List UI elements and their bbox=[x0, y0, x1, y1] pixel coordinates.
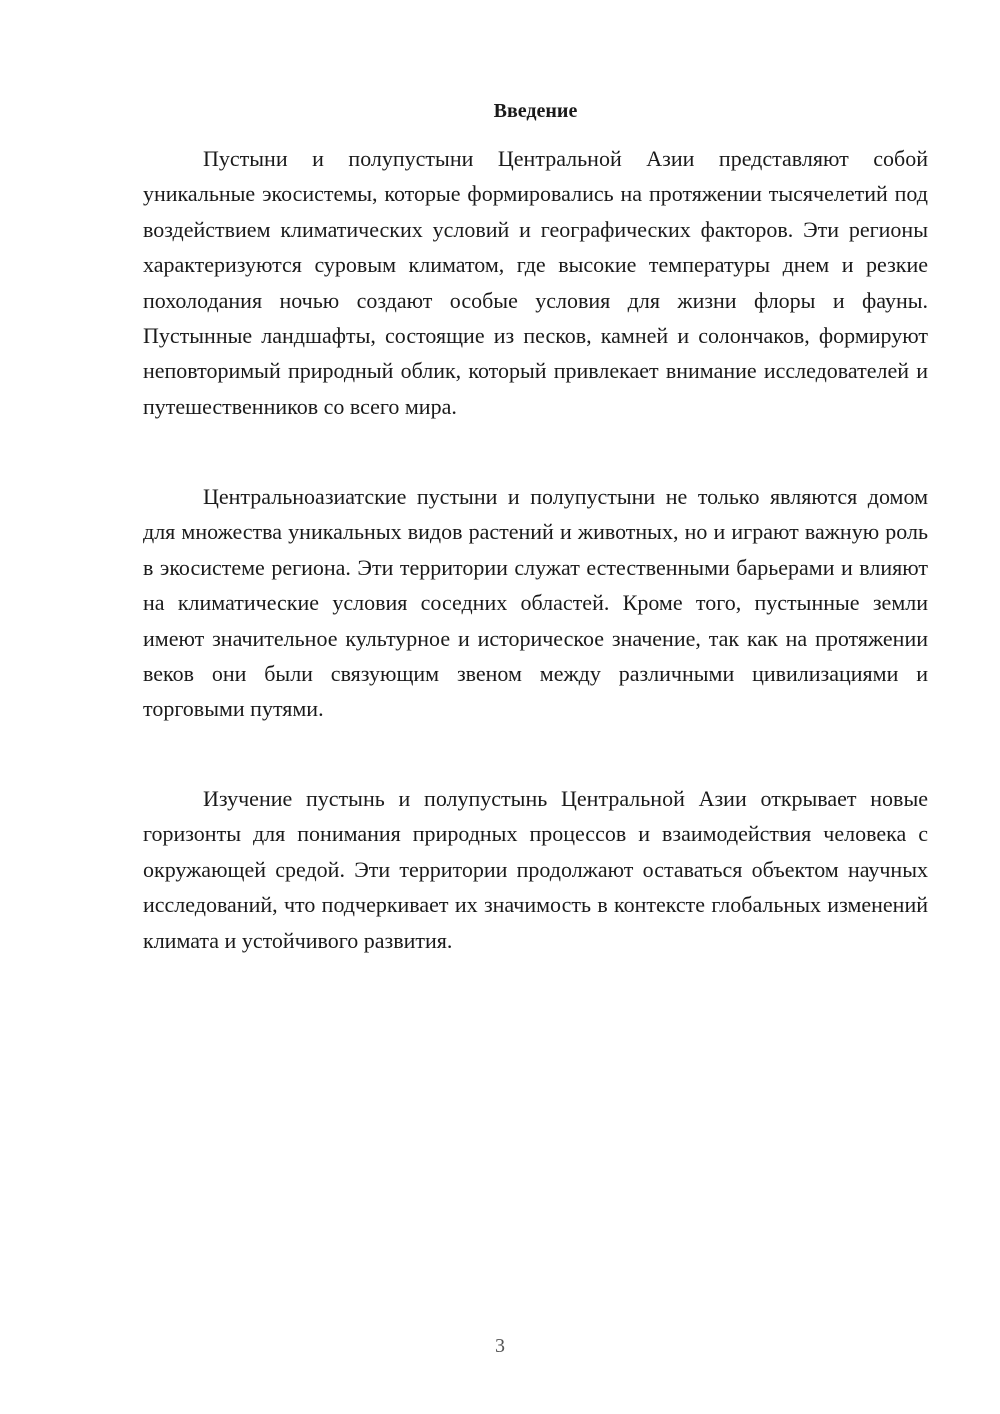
paragraph-1: Пустыни и полупустыни Центральной Азии представляют собой уникальные экосистемы, которые формировались на протяжении тысячелетий под воздействием климатических условий и географических факторов. Эти регионы характеризуются суровым климатом, где высокие температуры днем и резкие похолодания ночью создают особые условия для жизни флоры и фауны. Пустынные ландшафты, состоящие из песков, камней и солончаков, формируют неповторимый природный облик, который привлекает внимание исследователей и путешественников со всего мира. bbox=[143, 146, 928, 419]
paragraph-3: Изучение пустынь и полупустынь Центральной Азии открывает новые горизонты для понимания природных процессов и взаимодействия человека с окружающей средой. Эти территории продолжают оставаться объектом научных исследований, что подчеркивает их значимость в контексте глобальных изменений климата и устойчивого развития. bbox=[143, 786, 928, 953]
paragraph-2: Центральноазиатские пустыни и полупустыни не только являются домом для множества уникальных видов растений и животных, но и играют важную роль в экосистеме региона. Эти территории служат естественными барьерами и влияют на климатические условия соседних областей. Кроме того, пустынные земли имеют значительное культурное и историческое значение, так как на протяжении веков они были связующим звеном между различными цивилизациями и торговыми путями. bbox=[143, 484, 928, 722]
page-number: 3 bbox=[495, 1335, 505, 1357]
section-heading: Введение bbox=[493, 100, 578, 122]
